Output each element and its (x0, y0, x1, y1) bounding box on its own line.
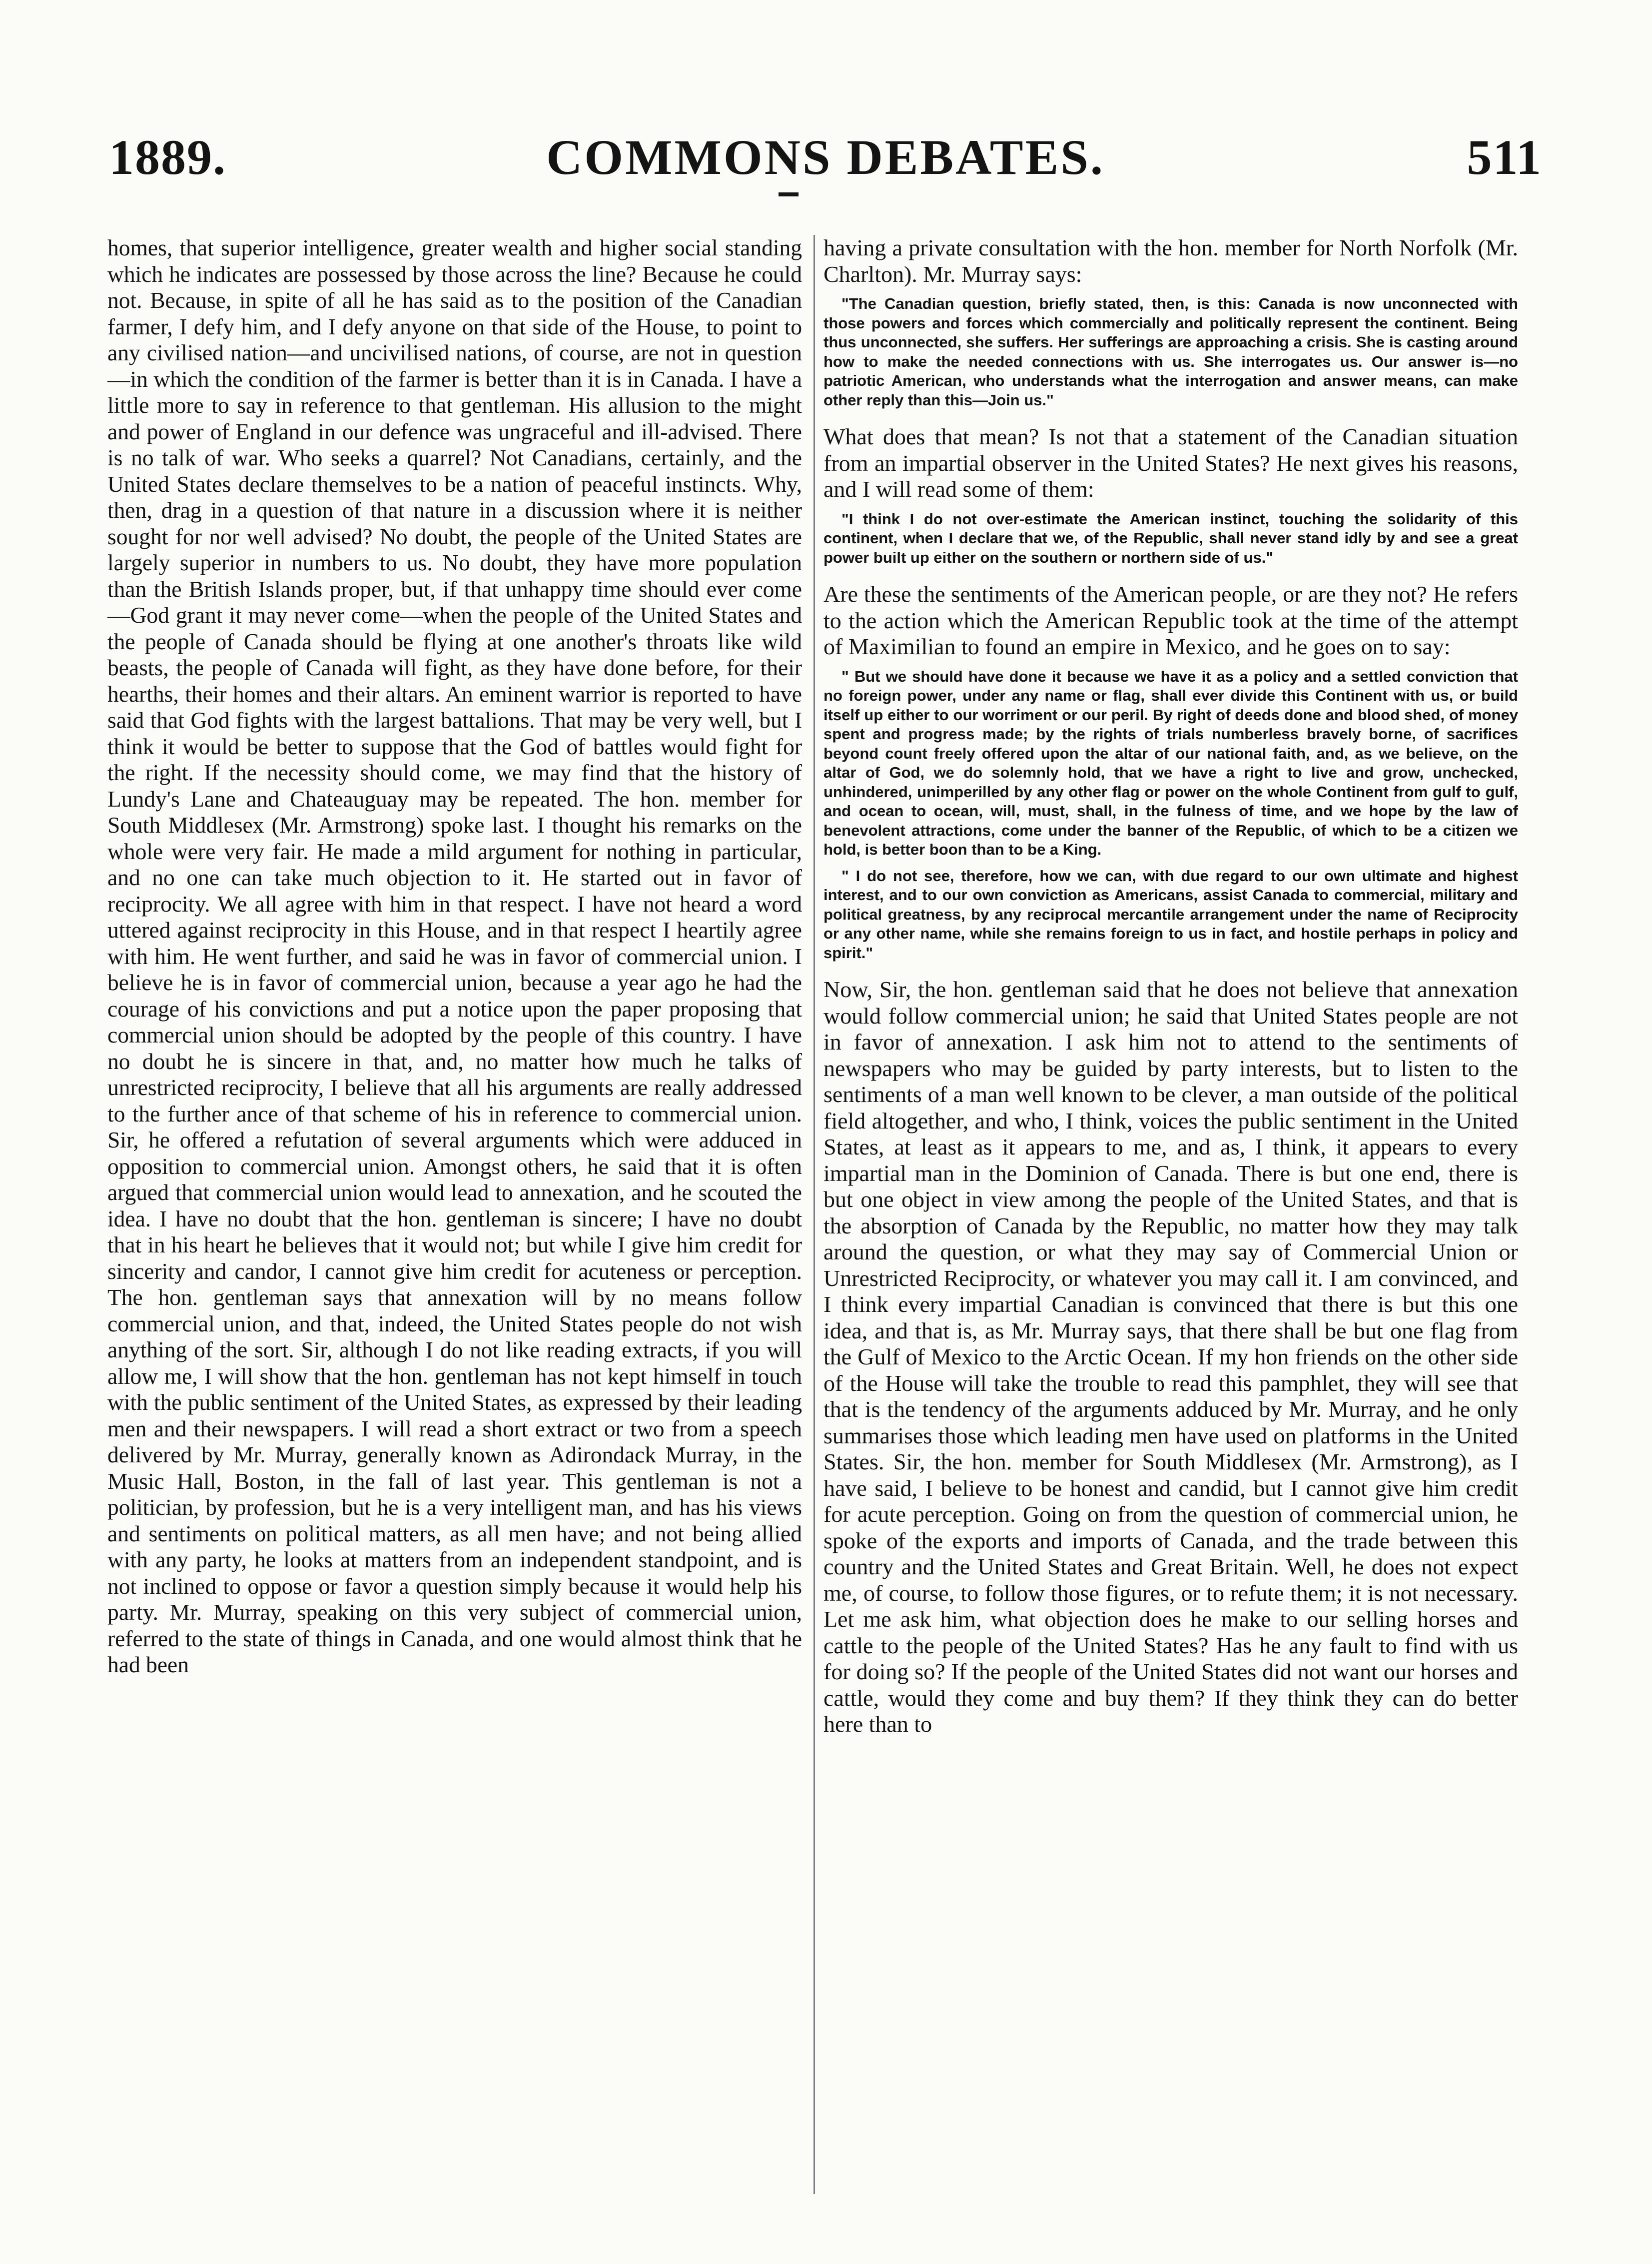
right-column (824, 235, 1518, 2224)
right-paragraph-2: What does that mean? Is not that a statement of the Canadian situation from an impartial observer in the United States? He next gives his reasons, and I will read some of them: (824, 424, 1518, 502)
right-paragraph-3: Are these the sentiments of the American people, or are they not? He refers to the action which the American Republic took at the time of the attempt of Maximilian to found an empire in Mexico, and he goes on to say: (824, 581, 1518, 659)
right-paragraph-4: Now, Sir, the hon. gentleman said that he does not believe that annexation would follow commercial union; he said that United States people are not in favor of annexation. I ask him not to attend to the sentiments of newspapers who may be guided by party interests, but to listen to the sentiments of a man well known to be clever, a man outside of the political field altogether, and who, I think, voices the public sentiment in the United States, at least as it appears to me, and as, I think, it appears to every impartial man in the Dominion of Canada. There is but one end, there is but one object in view among the people of the United States, and that is the absorption of Canada by the Republic, no matter how they may talk around the question, or what they may say of Commercial Union or Unrestricted Reciprocity, or whatever you may call it. I am convinced, and I think every impartial Canadian is convinced that there is but this one idea, and that is, as Mr. Murray says, that there shall be but one flag from the Gulf of Mexico to the Arctic Ocean. If my hon friends on the other side of the House will take the trouble to read this pamphlet, they will see that that is the tendency of the arguments adduced by Mr. Murray, and he only summarises those which leading men have used on platforms in the United States. Sir, the hon. member for South Middlesex (Mr. Armstrong), as I have said, I believe to be honest and candid, but I cannot give him credit for acute perception. Going on from the question of commercial union, he spoke of the exports and imports of Canada, and the trade between this country and the United States and Great Britain. Well, he does not expect me, of course, to follow those figures, or to refute them; it is not necessary. Let me ask him, what objection does he make to our selling horses and cattle to the people of the United States? Has he any fault to find with us for doing so? If the people of the United States did not want our horses and cattle, would they come and buy them? If they think they can do better here than to (824, 977, 1518, 1737)
quote-1: "The Canadian question, briefly stated, then, is this: Canada is now unconnected with those powers and forces which commercially and politically represent the continent. Being thus unconnected, she suffers. Her sufferings are approaching a crisis. She is casting around how to make the needed connections with us. She interrogates us. Our answer is—no patriotic American, who understands what the interrogation and answer means, can make other reply than this—Join us." (824, 295, 1518, 409)
quote-3: " But we should have done it because we have it as a policy and a settled conviction that no foreign power, under any name or flag, shall ever divide this Continent with us, or build itself up either to our worriment or our peril. By right of deeds done and blood shed, of money spent and progress made; by the rights of trials numberless bravely borne, of sacrifices beyond count freely offered upon the altar of our national faith, and, as we believe, on the altar of God, we do solemnly hold, that we have a right to live and grow, unchecked, unhindered, unimperilled by any other flag or power on the whole Continent from gulf to gulf, and ocean to ocean, will, must, shall, in the fulness of time, and we hope by the law of benevolent attractions, come under the banner of the Republic, of which to be a citizen we hold, is better boon than to be a King. (824, 667, 1518, 858)
quote-2: "I think I do not over-estimate the American instinct, touching the solidarity of this continent, when I declare that we, of the Republic, shall never stand idly by and see a great power built up either on the southern or northern side of us." (824, 510, 1518, 566)
header-rule (779, 192, 799, 196)
page-header (109, 127, 1542, 195)
left-paragraph: homes, that superior intelligence, greater wealth and higher social standing which he indicates are possessed by those across the line? Because he could not. Because, in spite of all he has said as to the position of the Canadian farmer, I defy him, and I defy anyone on that side of the House, to point to any civilised nation—and uncivilised nations, of course, are not in question—in which the condition of the farmer is better than it is in Canada. I have a little more to say in reference to that gentleman. His allusion to the might and power of England in our defence was ungraceful and ill-advised. There is no talk of war. Who seeks a quarrel? Not Canadians, certainly, and the United States declare themselves to be a nation of peaceful instincts. Why, then, drag in a question of that nature in a discussion where it is neither sought for nor well advised? No doubt, the people of the United States are largely superior in numbers to us. No doubt, they have more population than the British Islands proper, but, if that unhappy time should ever come—God grant it may never come—when the people of the United States and the people of Canada should be flying at one another's throats like wild beasts, the people of Canada will fight, as they have done before, for their hearths, their homes and their altars. An eminent warrior is reported to have said that God fights with the largest battalions. That may be very well, but I think it would be better to suppose that the God of battles would fight for the right. If the necessity should come, we may find that the history of Lundy's Lane and Chateauguay may be repeated. The hon. member for South Middlesex (Mr. Armstrong) spoke last. I thought his remarks on the whole were very fair. He made a mild argument for nothing in particular, and no one can take much objection to it. He started out in favor of reciprocity. We all agree with him in that respect. I have not heard a word uttered against reciprocity in this House, and in that respect I heartily agree with him. He went further, and said he was in favor of commercial union. I believe he is in favor of commercial union, because a year ago he had the courage of his convictions and put a notice upon the paper proposing that commercial union should be adopted by the people of this country. I have no doubt he is sincere in that, and, no matter how much he talks of unrestricted reciprocity, I believe that all his arguments are really addressed to the further ance of that scheme of his in reference to commercial union. Sir, he offered a refutation of several arguments which were adduced in opposition to commercial union. Amongst others, he said that it is often argued that commercial union would lead to annexation, and he scouted the idea. I have no doubt that the hon. gentleman is sincere; I have no doubt that in his heart he believes that it would not; but while I give him credit for sincerity and candor, I cannot give him credit for acuteness or perception. The hon. gentleman says that annexation will by no means follow commercial union, and that, indeed, the United States people do not wish anything of the sort. Sir, although I do not like reading extracts, if you will allow me, I will show that the hon. gentleman has not kept himself in touch with the public sentiment of the United States, as expressed by their leading men and their newspapers. I will read a short extract or two from a speech delivered by Mr. Murray, generally known as Adirondack Murray, in the Music Hall, Boston, in the fall of last year. This gentleman is not a politician, by profession, but he is a very intelligent man, and has his views and sentiments on political matters, as all men have; and not being allied with any party, he looks at matters from an independent standpoint, and is not inclined to oppose or favor a question simply because it would help his party. Mr. Murray, speaking on this very subject of commercial union, referred to the state of things in Canada, and one would almost think that he had been (107, 235, 802, 1677)
column-divider (814, 235, 815, 2194)
header-page-number: 511 (1467, 129, 1542, 185)
header-title: COMMONS DEBATES. (546, 129, 1105, 185)
right-paragraph-1: having a private consultation with the hon. member for North Norfolk (Mr. Charlton). Mr. Murray says: (824, 235, 1518, 287)
quote-4: " I do not see, therefore, how we can, with due regard to our own ultimate and highest interest, and to our own conviction as Americans, assist Canada to commercial, military and political greatness, by any reciprocal mercantile arrangement under the name of Reciprocity or any other name, while she remains foreign to us in fact, and hostile perhaps in policy and spirit." (824, 867, 1518, 962)
header-year: 1889. (109, 129, 226, 185)
left-column (107, 235, 802, 2224)
